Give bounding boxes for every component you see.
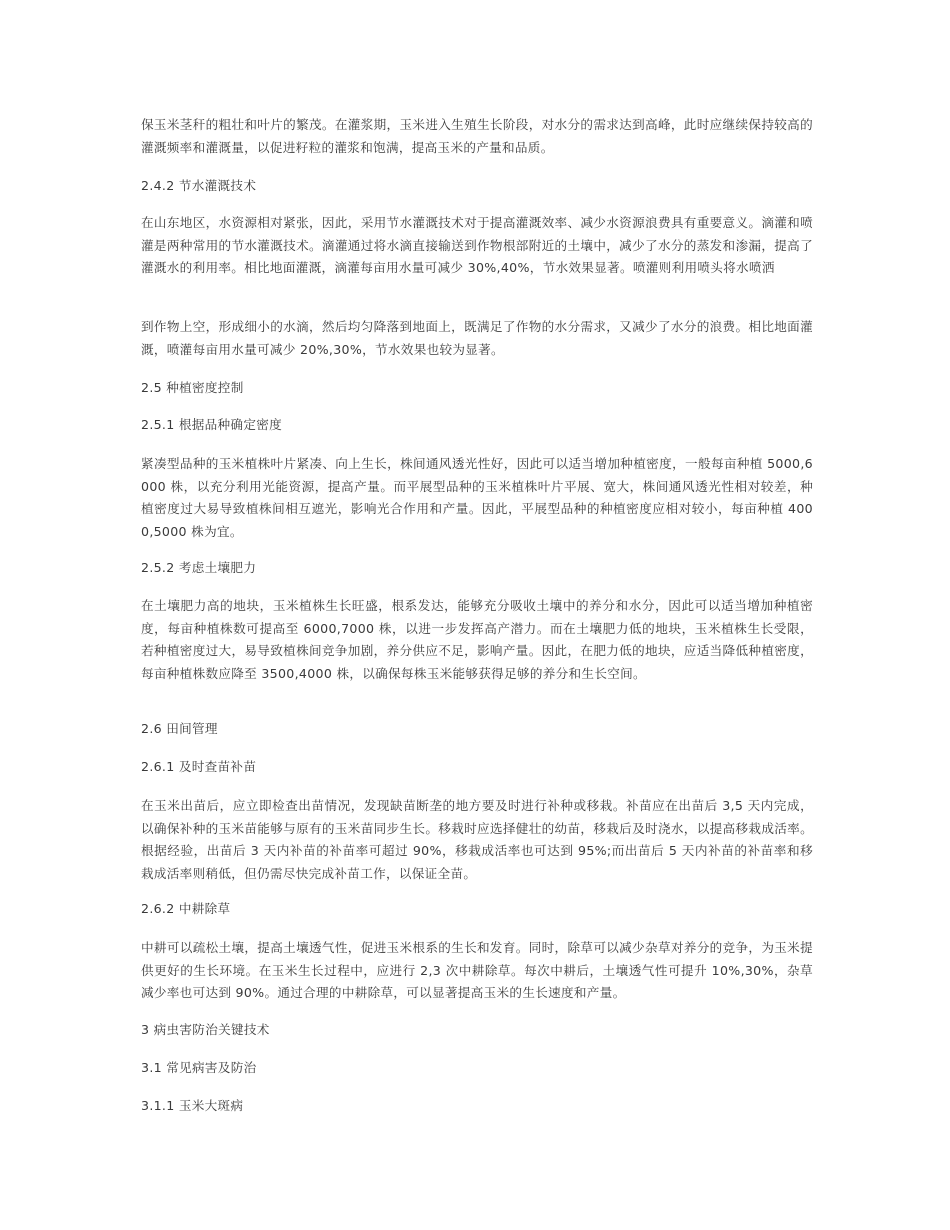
heading-2-4-2: 2.4.2 节水灌溉技术 [141,178,257,193]
paragraph-cultivation-weeding: 中耕可以疏松土壤，提高土壤透气性，促进玉米根系的生长和发育。同时，除草可以减少杂草对养分的竞争，为玉米提供更好的生长环境。在玉米生长过程中，应进行 2,3 次中耕除草。每次中耕后，土壤透气性可提升 10%,30%，杂草减少率也可达到 90%。通过合理的中耕除草，可以显著提高玉米的生长速度和产量。 [141,940,813,1000]
paragraph-irrigation-stages: 保玉米茎秆的粗壮和叶片的繁茂。在灌浆期，玉米进入生殖生长阶段，对水分的需求达到高峰，此时应继续保持较高的灌溉频率和灌溉量，以促进籽粒的灌浆和饱满，提高玉米的产量和品质。 [141,117,813,155]
heading-2-5-2: 2.5.2 考虑土壤肥力 [141,560,257,575]
paragraph-water-saving: 在山东地区，水资源相对紧张，因此，采用节水灌溉技术对于提高灌溉效率、减少水资源浪费具有重要意义。滴灌和喷灌是两种常用的节水灌溉技术。滴灌通过将水滴直接输送到作物根部附近的土壤中，减少了水分的蒸发和渗漏，提高了灌溉水的利用率。相比地面灌溉，滴灌每亩用水量可减少 30%,40%，节水效果显著。喷灌则利用喷头将水喷洒 [141,215,813,275]
heading-3: 3 病虫害防治关键技术 [141,1022,270,1037]
paragraph-sprinkler: 到作物上空，形成细小的水滴，然后均匀降落到地面上，既满足了作物的水分需求，又减少了水分的浪费。相比地面灌溉，喷灌每亩用水量可减少 20%,30%，节水效果也较为显著。 [141,319,813,357]
heading-2-6-2: 2.6.2 中耕除草 [141,901,231,916]
heading-2-6-1: 2.6.1 及时查苗补苗 [141,759,257,774]
heading-3-1: 3.1 常见病害及防治 [141,1060,257,1075]
paragraph-soil-fertility: 在土壤肥力高的地块，玉米植株生长旺盛，根系发达，能够充分吸收土壤中的养分和水分，因此可以适当增加种植密度，每亩种植株数可提高至 6000,7000 株，以进一步发挥高产潜力。而在土壤肥力低的地块，玉米植株生长受限，若种植密度过大，易导致植株间竞争加剧，养分供应不足，影响产量。因此，在肥力低的地块，应适当降低种植密度，每亩种植株数应降至 3500,4000 株，以确保每株玉米能够获得足够的养分和生长空间。 [141,598,813,681]
paragraph-replant-seedlings: 在玉米出苗后，应立即检查出苗情况，发现缺苗断垄的地方要及时进行补种或移栽。补苗应在出苗后 3,5 天内完成，以确保补种的玉米苗能够与原有的玉米苗同步生长。移栽时应选择健壮的幼苗，移栽后及时浇水，以提高移栽成活率。根据经验，出苗后 3 天内补苗的补苗率可超过 90%，移栽成活率也可达到 95%;而出苗后 5 天内补苗的补苗率和移栽成活率则稍低，但仍需尽快完成补苗工作，以保证全苗。 [141,798,813,881]
heading-2-5-1: 2.5.1 根据品种确定密度 [141,417,282,432]
heading-3-1-1: 3.1.1 玉米大斑病 [141,1098,244,1113]
paragraph-variety-density: 紧凑型品种的玉米植株叶片紧凑、向上生长，株间通风透光性好，因此可以适当增加种植密度，一般每亩种植 5000,6000 株，以充分利用光能资源，提高产量。而平展型品种的玉米植株叶片平展、宽大，株间通风透光性相对较差，种植密度过大易导致植株间相互遮光，影响光合作用和产量。因此，平展型品种的种植密度应相对较小，每亩种植 4000,5000 株为宜。 [141,456,813,539]
heading-2-5: 2.5 种植密度控制 [141,380,244,395]
heading-2-6: 2.6 田间管理 [141,721,218,736]
